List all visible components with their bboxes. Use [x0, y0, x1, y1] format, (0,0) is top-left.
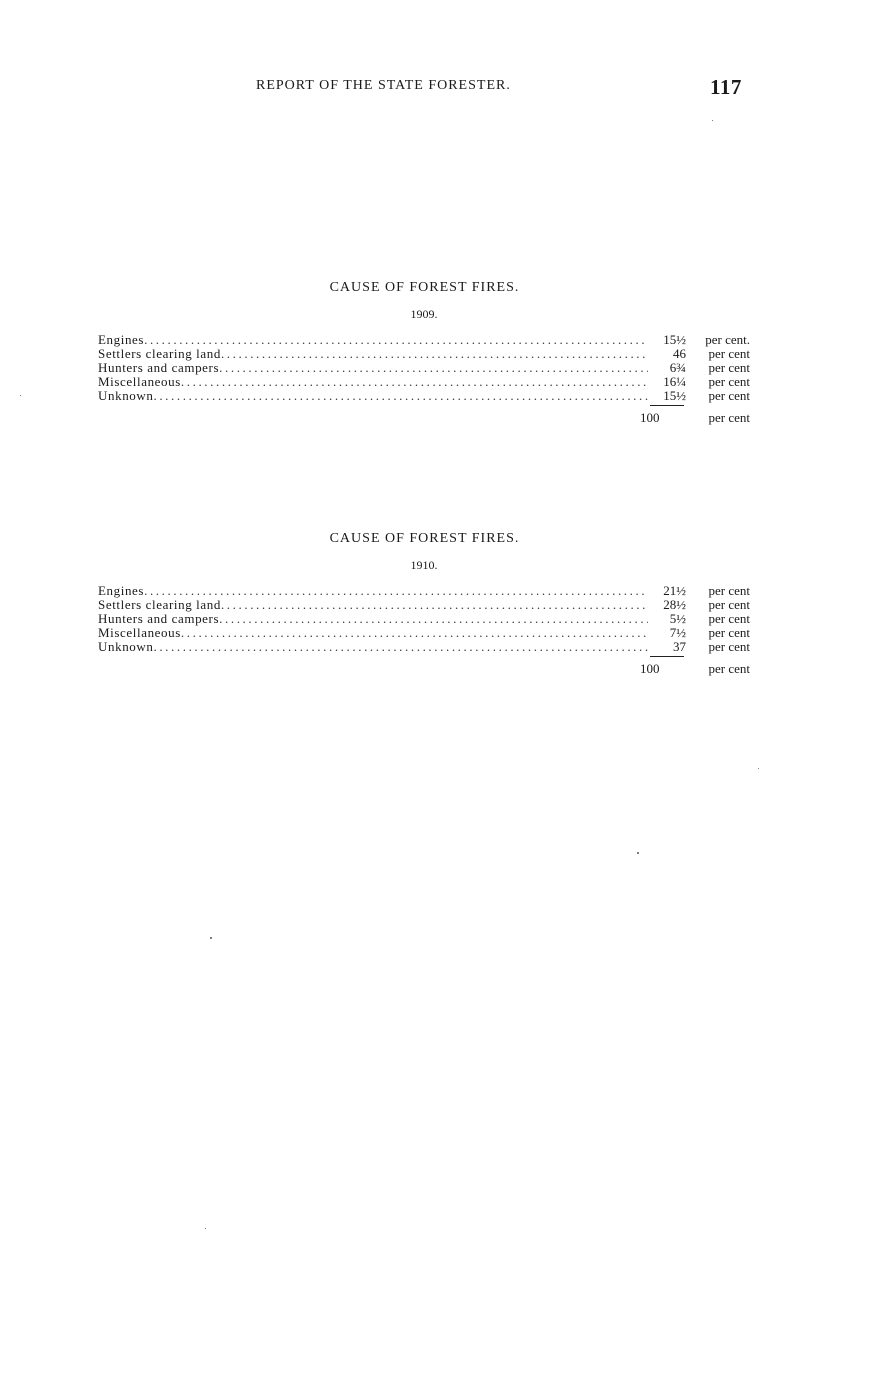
running-head: [0, 75, 896, 102]
row-label: Miscellaneous: [98, 374, 181, 389]
row-value: 37: [673, 639, 686, 654]
dot-leader: [219, 361, 648, 375]
row-value: 6¾: [669, 360, 686, 375]
table-row: [98, 361, 750, 375]
total-value: 100: [640, 410, 660, 425]
row-unit: per cent: [708, 360, 750, 375]
row-unit: per cent: [708, 346, 750, 361]
table-row: [98, 375, 750, 389]
table-row: [98, 640, 750, 654]
total-rule: [650, 656, 684, 657]
row-label: Engines: [98, 332, 145, 347]
scan-speck: [758, 768, 759, 769]
table-row: [98, 626, 750, 640]
row-label: Settlers clearing land: [98, 597, 221, 612]
row-unit: per cent: [708, 611, 750, 626]
scan-speck: [20, 395, 21, 396]
row-unit: per cent: [708, 374, 750, 389]
row-unit: per cent.: [705, 332, 750, 347]
fire-causes-table-1910: [98, 529, 750, 677]
table-year: 1909.: [410, 307, 438, 321]
row-value: 21½: [663, 583, 686, 598]
row-unit: per cent: [708, 388, 750, 403]
total-row: [98, 410, 750, 426]
row-label: Miscellaneous: [98, 625, 181, 640]
row-unit: per cent: [708, 597, 750, 612]
row-value: 46: [673, 346, 686, 361]
table-row: [98, 612, 750, 626]
row-value: 7½: [669, 625, 686, 640]
scan-speck: [712, 120, 713, 121]
total-unit: per cent: [708, 410, 750, 425]
row-label: Settlers clearing land: [98, 346, 221, 361]
dot-leader: [221, 598, 648, 612]
table-title: CAUSE OF FOREST FIRES.: [329, 280, 520, 295]
table-rows: [98, 584, 750, 654]
row-label: Engines: [98, 583, 145, 598]
row-value: 28½: [663, 597, 686, 612]
dot-leader: [181, 375, 648, 389]
row-label: Unknown: [98, 388, 154, 403]
row-value: 5½: [669, 611, 686, 626]
scan-speck: [205, 1228, 206, 1229]
scan-speck: [210, 937, 212, 939]
dot-leader: [219, 612, 648, 626]
row-unit: per cent: [708, 625, 750, 640]
table-row: [98, 333, 750, 347]
row-value: 16¼: [663, 374, 686, 389]
page-number: 117: [710, 75, 742, 99]
scan-speck: [637, 852, 639, 854]
running-title: REPORT OF THE STATE FORESTER.: [256, 78, 511, 93]
dot-leader: [153, 640, 648, 654]
total-rule: [650, 405, 684, 406]
table-row: [98, 389, 750, 403]
dot-leader: [153, 389, 648, 403]
row-label: Hunters and campers: [98, 611, 220, 626]
table-rows: [98, 333, 750, 403]
row-value: 15½: [663, 332, 686, 347]
table-year: 1910.: [410, 558, 438, 572]
row-label: Hunters and campers: [98, 360, 220, 375]
fire-causes-table-1909: [98, 278, 750, 426]
table-title: CAUSE OF FOREST FIRES.: [329, 531, 520, 546]
total-value: 100: [640, 661, 660, 676]
dot-leader: [144, 333, 648, 347]
row-value: 15½: [663, 388, 686, 403]
row-unit: per cent: [708, 639, 750, 654]
dot-leader: [221, 347, 648, 361]
dot-leader: [144, 584, 648, 598]
total-row: [98, 661, 750, 677]
dot-leader: [181, 626, 648, 640]
total-unit: per cent: [708, 661, 750, 676]
table-row: [98, 598, 750, 612]
table-row: [98, 584, 750, 598]
row-label: Unknown: [98, 639, 154, 654]
table-row: [98, 347, 750, 361]
row-unit: per cent: [708, 583, 750, 598]
